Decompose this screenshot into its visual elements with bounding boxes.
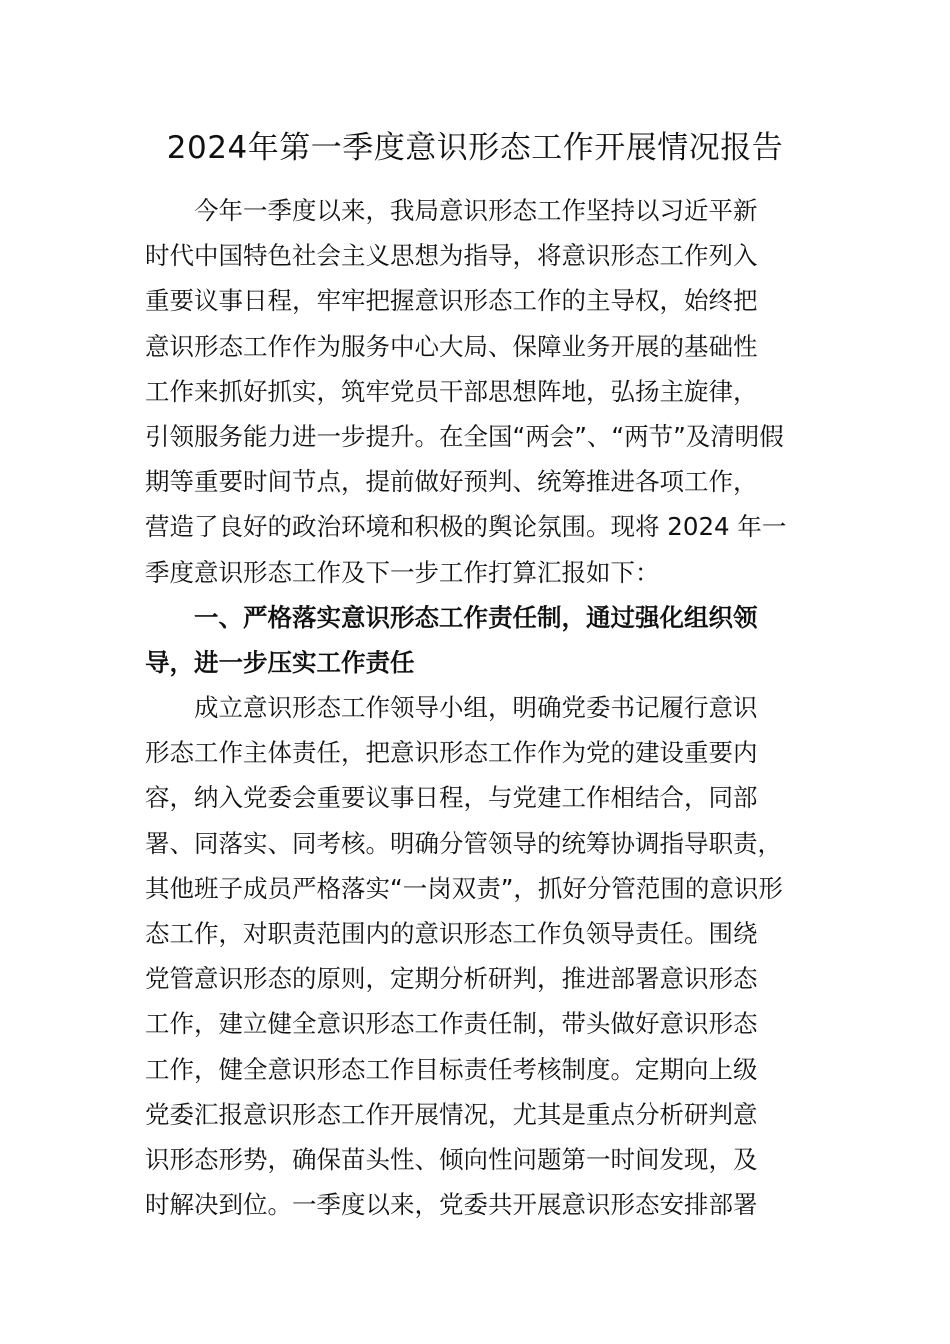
paragraph-1-line: 今年一季度以来，我局意识形态工作坚持以习近平新 bbox=[194, 196, 758, 225]
paragraph-1-line: 引领服务能力进一步提升。在全国“两会”、“两节”及清明假 bbox=[145, 421, 784, 451]
paragraph-1-line: 工作来抓好抓实，筑牢党员干部思想阵地，弘扬主旋律， bbox=[145, 376, 758, 406]
paragraph-2-line: 工作，健全意识形态工作目标责任考核制度。定期向上级 bbox=[145, 1054, 758, 1084]
paragraph-2-line: 识形态形势，确保苗头性、倾向性问题第一时间发现，及 bbox=[145, 1144, 758, 1174]
paragraph-2-line: 其他班子成员严格落实“一岗双责”，抓好分管范围的意识形 bbox=[145, 873, 783, 903]
document-title: 2024年第一季度意识形态工作开展情况报告 bbox=[166, 130, 784, 166]
paragraph-2-line: 署、同落实、同考核。明确分管领导的统筹协调指导职责， bbox=[145, 828, 782, 858]
paragraph-2-line: 工作，建立健全意识形态工作责任制，带头做好意识形态 bbox=[145, 1009, 758, 1039]
section-heading-line: 导，进一步压实工作责任 bbox=[145, 647, 415, 677]
paragraph-2-line: 形态工作主体责任，把意识形态工作作为党的建设重要内 bbox=[145, 738, 758, 768]
paragraph-2-line: 容，纳入党委会重要议事日程，与党建工作相结合，同部 bbox=[145, 783, 758, 813]
paragraph-1-line: 季度意识形态工作及下一步工作打算汇报如下： bbox=[145, 557, 660, 587]
paragraph-2-line: 党委汇报意识形态工作开展情况，尤其是重点分析研判意 bbox=[145, 1099, 758, 1129]
paragraph-2-line: 党管意识形态的原则，定期分析研判，推进部署意识形态 bbox=[145, 964, 758, 994]
paragraph-2-line: 成立意识形态工作领导小组，明确党委书记履行意识 bbox=[194, 693, 758, 723]
section-heading-line: 一、严格落实意识形态工作责任制，通过强化组织领 bbox=[194, 602, 758, 632]
paragraph-1-line: 期等重要时间节点，提前做好预判、统筹推进各项工作， bbox=[145, 467, 758, 497]
paragraph-1-line: 时代中国特色社会主义思想为指导，将意识形态工作列入 bbox=[145, 241, 758, 271]
paragraph-1-line: 重要议事日程，牢牢把握意识形态工作的主导权，始终把 bbox=[145, 286, 758, 316]
document-body bbox=[145, 188, 825, 1227]
paragraph-2-line: 态工作，对职责范围内的意识形态工作负领导责任。围绕 bbox=[145, 919, 758, 948]
paragraph-1-line: 营造了良好的政治环境和积极的舆论氛围。现将 2024 年一 bbox=[145, 512, 787, 542]
paragraph-1-line: 意识形态工作作为服务中心大局、保障业务开展的基础性 bbox=[145, 331, 758, 361]
paragraph-2-line: 时解决到位。一季度以来，党委共开展意识形态安排部署 bbox=[145, 1190, 758, 1220]
